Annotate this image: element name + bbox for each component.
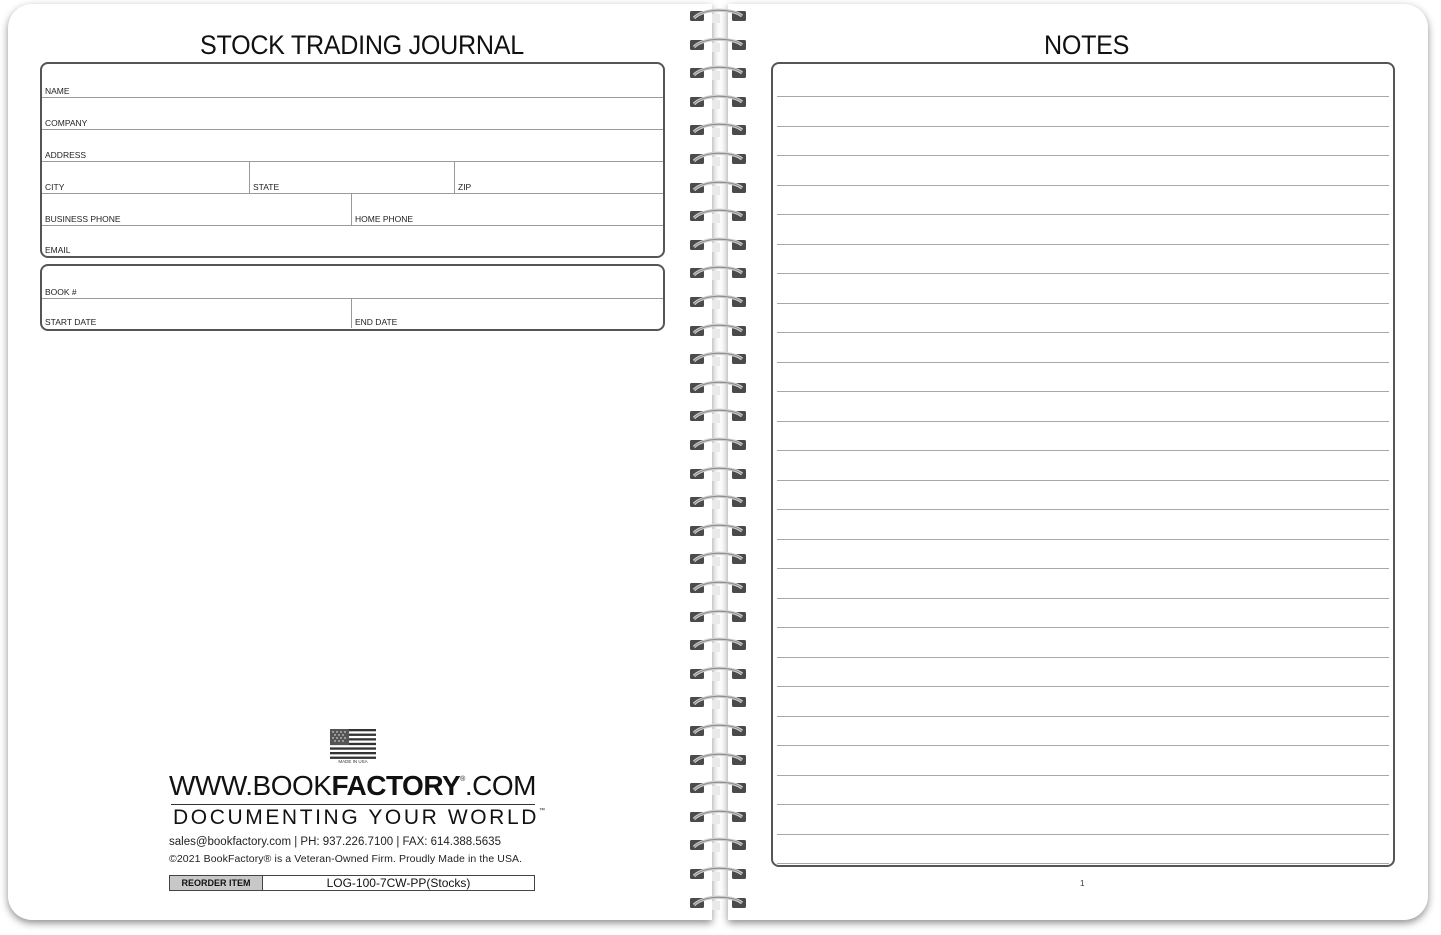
- notes-rule-line: [777, 480, 1389, 481]
- contact-info: sales@bookfactory.com | PH: 937.226.7100 | FAX: 614.388.5635: [169, 836, 501, 848]
- spiral-coil: [688, 6, 748, 24]
- spiral-coil: [688, 521, 748, 539]
- notes-rule-line: [777, 244, 1389, 245]
- tagline: [173, 806, 545, 830]
- notes-rule-line: [777, 214, 1389, 215]
- notes-rule-line: [777, 362, 1389, 363]
- business-phone-field[interactable]: [42, 194, 351, 225]
- book-info-box: [40, 264, 665, 331]
- notes-rule-line: [777, 657, 1389, 658]
- reorder-code: LOG-100-7CW-PP(Stocks): [326, 876, 471, 890]
- spiral-coil: [688, 35, 748, 53]
- notes-rule-line: [777, 96, 1389, 97]
- notes-rule-line: [777, 450, 1389, 451]
- notes-box[interactable]: [771, 62, 1395, 867]
- notes-rule-line: [777, 775, 1389, 776]
- notes-rule-line: [777, 155, 1389, 156]
- spiral-coil: [688, 435, 748, 453]
- notes-rule-line: [777, 539, 1389, 540]
- dates-row: [42, 299, 663, 328]
- spiral-coil: [688, 721, 748, 739]
- notes-title: NOTES: [1044, 30, 1130, 60]
- notes-rule-line: [777, 509, 1389, 510]
- book-number-field[interactable]: [42, 266, 663, 299]
- notes-rule-line: [777, 863, 1389, 864]
- website-bold: FACTORY: [331, 770, 461, 801]
- spiral-coil: [688, 120, 748, 138]
- spiral-coil: [688, 92, 748, 110]
- name-field[interactable]: [42, 64, 663, 98]
- company-label: COMPANY: [45, 118, 88, 128]
- notes-rule-line: [777, 391, 1389, 392]
- notes-rule-line: [777, 568, 1389, 569]
- business-phone-label: BUSINESS PHONE: [45, 214, 121, 224]
- email-label: EMAIL: [45, 245, 71, 255]
- spiral-coil: [688, 893, 748, 911]
- start-date-label: START DATE: [45, 317, 97, 327]
- notes-rule-line: [777, 686, 1389, 687]
- spiral-coil: [688, 835, 748, 853]
- website-logo[interactable]: [169, 770, 536, 802]
- email-field[interactable]: [42, 226, 663, 256]
- zip-label: ZIP: [458, 182, 472, 192]
- spiral-coil: [688, 549, 748, 567]
- registered-mark: ®: [460, 776, 465, 783]
- state-label: STATE: [253, 182, 280, 192]
- spiral-coil: [688, 635, 748, 653]
- owner-info-box: [40, 62, 665, 258]
- notes-rule-line: [777, 834, 1389, 835]
- spiral-coil: [688, 778, 748, 796]
- spiral-coil: [688, 263, 748, 281]
- state-field[interactable]: [249, 162, 454, 193]
- spiral-coil: [688, 321, 748, 339]
- spiral-coil: [688, 178, 748, 196]
- spiral-coil: [688, 206, 748, 224]
- spiral-coil: [688, 864, 748, 882]
- address-label: ADDRESS: [45, 150, 87, 160]
- made-in-usa-caption: MADE IN USA: [338, 759, 368, 764]
- website-prefix: WWW.BOOK: [169, 770, 332, 801]
- spiral-coil: [688, 750, 748, 768]
- company-field[interactable]: [42, 98, 663, 130]
- end-date-field[interactable]: [351, 299, 663, 328]
- spiral-coil: [688, 664, 748, 682]
- home-phone-field[interactable]: [351, 194, 663, 225]
- notes-rule-line: [777, 332, 1389, 333]
- spiral-coil: [688, 63, 748, 81]
- notes-rule-line: [777, 273, 1389, 274]
- trademark-mark: ™: [539, 808, 545, 814]
- notes-rule-line: [777, 185, 1389, 186]
- phone-row: [42, 194, 663, 226]
- tagline-text: DOCUMENTING YOUR WORLD: [173, 806, 539, 829]
- notes-rule-line: [777, 598, 1389, 599]
- notes-rule-line: [777, 421, 1389, 422]
- spiral-binding: [688, 6, 748, 912]
- notes-rule-line: [777, 303, 1389, 304]
- page-number: 1: [1080, 879, 1085, 888]
- book-number-label: BOOK #: [45, 287, 77, 297]
- spiral-coil: [688, 807, 748, 825]
- spiral-coil: [688, 578, 748, 596]
- address-field[interactable]: [42, 130, 663, 162]
- website-suffix: .COM: [464, 770, 536, 801]
- spiral-coil: [688, 464, 748, 482]
- spiral-coil: [688, 349, 748, 367]
- spiral-coil: [688, 492, 748, 510]
- us-flag-icon: [330, 729, 376, 759]
- home-phone-label: HOME PHONE: [355, 214, 414, 224]
- end-date-label: END DATE: [355, 317, 398, 327]
- city-field[interactable]: [42, 162, 249, 193]
- notes-rule-line: [777, 745, 1389, 746]
- journal-title: STOCK TRADING JOURNAL: [200, 30, 524, 60]
- spiral-coil: [688, 406, 748, 424]
- city-state-zip-row: [42, 162, 663, 194]
- spiral-coil: [688, 149, 748, 167]
- spiral-coil: [688, 235, 748, 253]
- copyright-text: ©2021 BookFactory® is a Veteran-Owned Firm. Proudly Made in the USA.: [169, 853, 523, 865]
- logo-divider: [171, 804, 535, 805]
- notes-rule-line: [777, 627, 1389, 628]
- spiral-coil: [688, 692, 748, 710]
- notes-rule-line: [777, 804, 1389, 805]
- name-label: NAME: [45, 86, 70, 96]
- notes-rule-line: [777, 126, 1389, 127]
- spiral-coil: [688, 378, 748, 396]
- spiral-coil: [688, 292, 748, 310]
- reorder-box: [169, 875, 535, 891]
- notes-rule-line: [777, 716, 1389, 717]
- start-date-field[interactable]: [42, 299, 351, 328]
- spiral-coil: [688, 607, 748, 625]
- zip-field[interactable]: [454, 162, 663, 193]
- reorder-label: REORDER ITEM: [170, 876, 263, 890]
- city-label: CITY: [45, 182, 65, 192]
